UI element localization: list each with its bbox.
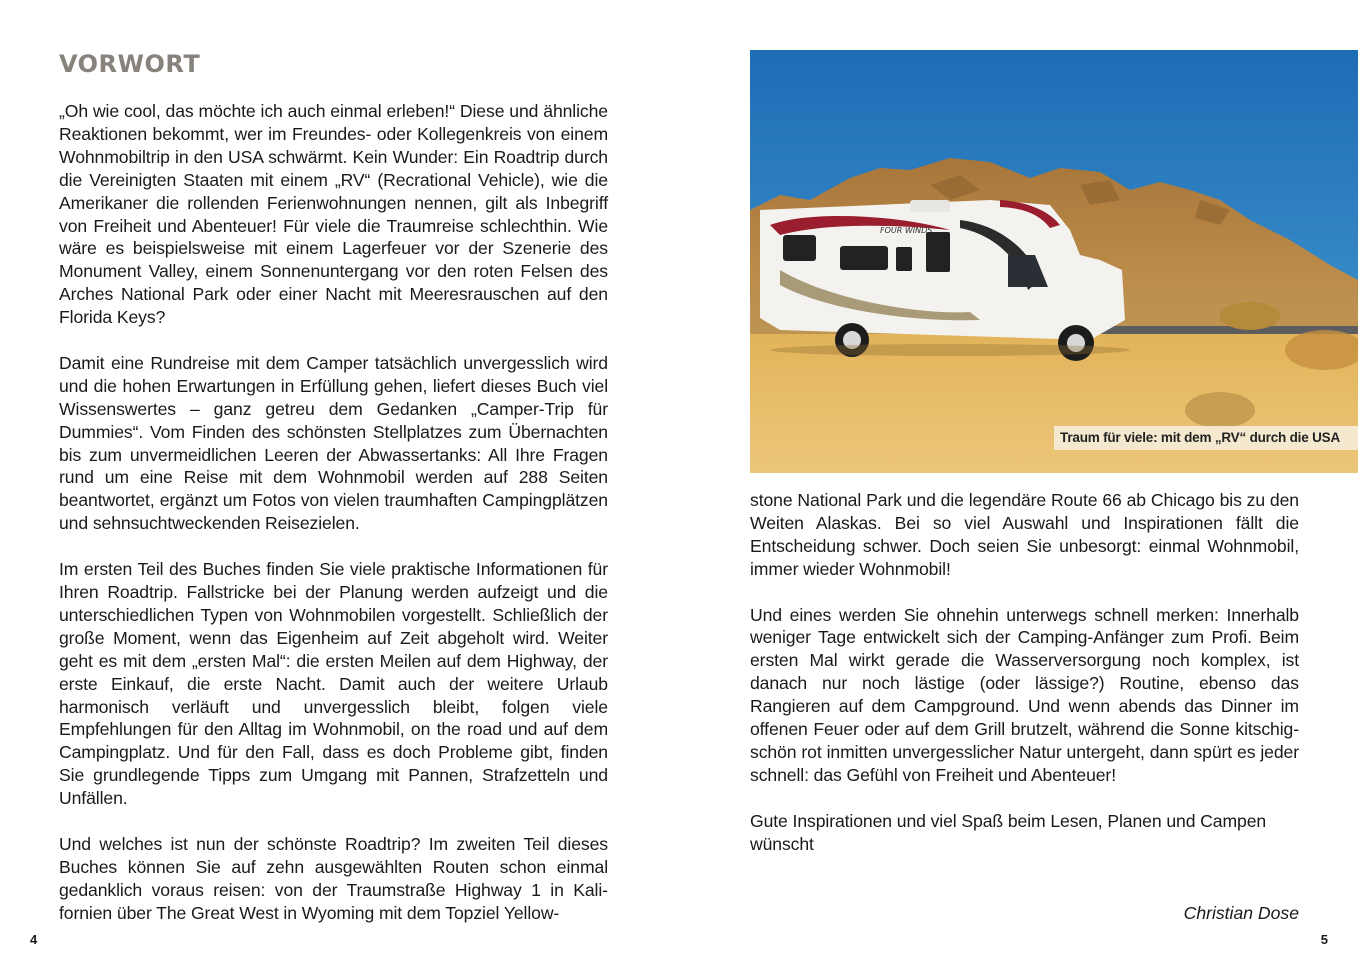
paragraph: Und welches ist nun der schönste Roadtrip? Im zweiten Teil dieses Buches können Sie auf zehn ausgewählten Routen schon einmal gedanklich voraus reisen: von der Traumstraße Highway 1 in Kalifornien über The Great West in Wyoming mit dem Topziel Yellow- bbox=[59, 833, 608, 923]
paragraph: Und eines werden Sie ohnehin unterwegs schnell merken: Innerhalb weniger Tage entwickelt sich der Camping-Anfänger zum Profi. Beim ersten Mal wirkt gerade die Wasserversorgung noch komplex, ist danach nur noch lästige (oder lässige?) Routine, ebenso das Rangieren auf dem Campground. Und wenn abends das Dinner im offenen Feuer oder auf dem Grill brutzelt, während die Sonne kitschig-schön rot inmitten unvergesslicher Natur untergeht, dann spürt es jeder schnell: das Gefühl von Freiheit und Abenteuer! bbox=[750, 604, 1299, 785]
right-page bbox=[679, 0, 1358, 974]
paragraph: stone National Park und die legendäre Route 66 ab Chicago bis zu den Weiten Alaskas. Bei so viel Auswahl und Inspirationen fällt die Entscheidung schwer. Doch seien Sie unbesorgt: einmal Wohnmobil, immer wieder Wohnmobil! bbox=[750, 490, 1299, 579]
paragraph: Gute Inspirationen und viel Spaß beim Lesen, Planen und Campen wünscht bbox=[750, 810, 1267, 854]
page-heading: VORWORT bbox=[59, 50, 201, 78]
rv-brand-label: FOUR WINDS bbox=[880, 226, 933, 235]
author-signature: Christian Dose bbox=[1183, 903, 1299, 923]
page-number-right: 5 bbox=[1320, 932, 1328, 947]
photo-illustration bbox=[750, 50, 1358, 473]
photo-caption: Traum für viele: mit dem „RV“ durch die USA bbox=[1054, 426, 1358, 450]
page-number-left: 4 bbox=[30, 932, 38, 947]
paragraph: Im ersten Teil des Buches finden Sie viele praktische Informationen für Ihren Roadtrip. Fallstricke bei der Planung werden aufzeigt und die unterschiedlichen Typen von Wohnmobilen vorgestellt. Schließlich der große Moment, wenn das Eigenheim auf Zeit abgeholt wird. Weiter geht es mit dem „ersten Mal“: die ersten Meilen auf dem Highway, der erste Einkauf, die erste Nacht. Damit auch der weitere Urlaub harmonisch verläuft und unvergesslich bleibt, folgen viele Empfehlungen für den Alltag im Wohnmobil, on the road und auf dem Campingplatz. Und für den Fall, dass es doch Probleme gibt, finden Sie grundlegende Tipps zum Umgang mit Pannen, Strafzetteln und Unfällen. bbox=[59, 559, 608, 809]
foreword-text-left bbox=[59, 100, 608, 925]
paragraph: „Oh wie cool, das möchte ich auch einmal erleben!“ Diese und ähnliche Reaktionen bekommt, wer im Freundes- oder Kollegenkreis von einem Wohnmobiltrip in den USA schwärmt. Kein Wunder: Ein Roadtrip durch die Vereinigten Staaten mit einem „RV“ (Recrational Vehicle), wie die Amerikaner die rollenden Ferienwohnungen nennen, gilt als Inbegriff von Freiheit und Abenteuer! Für viele die Traumreise schlechthin. Wie wäre es beispielsweise mit einem Lagerfeuer vor der Szenerie des Monument Valley, einem Sonnenuntergang vor den roten Felsen des Arches National Park oder einer Nacht mit Meeresrauschen auf den Florida Keys? bbox=[59, 101, 608, 328]
paragraph: Damit eine Rundreise mit dem Camper tatsächlich unvergesslich wird und die hohen Erwartungen in Erfüllung gehen, liefert dieses Buch viel Wissenswertes – ganz getreu dem Gedanken „Camper-Trip für Dummies“. Vom Finden des schönsten Stellplatzes zum Übernachten bis zum unvermeidlichen Leeren der Abwassertanks: All Ihre Fragen rund um eine Reise mit dem Wohnmobil werden auf 288 Seiten beantwortet, ergänzt um Fotos von vielen traumhaften Campingplätzen und sehnsuchtweckenden Reisezielen. bbox=[59, 352, 608, 534]
rv-desert-photo bbox=[750, 50, 1358, 473]
foreword-text-right bbox=[750, 489, 1299, 855]
